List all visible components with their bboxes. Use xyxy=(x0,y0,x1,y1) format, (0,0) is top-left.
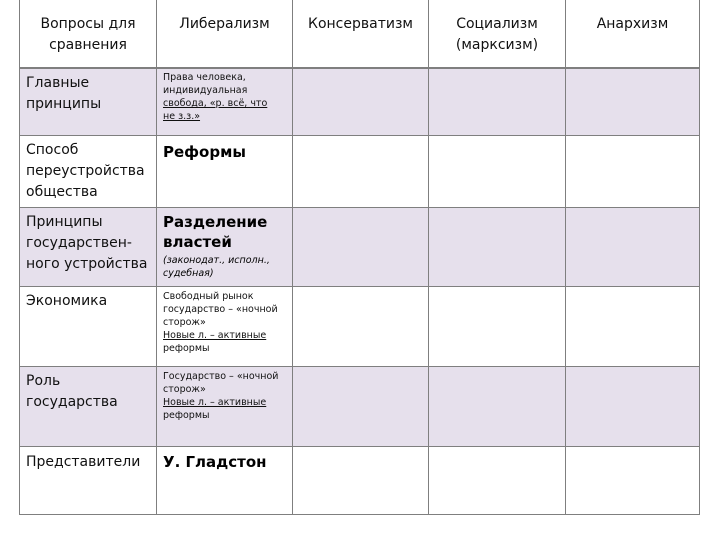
socialism-cell xyxy=(429,366,566,446)
conservatism-cell xyxy=(293,207,429,286)
socialism-cell xyxy=(429,68,566,135)
liberalism-reform-text: Реформы xyxy=(163,142,246,161)
liberalism-role-text: Государство – «ночной сторож» Новые л. – активные реформы xyxy=(163,370,279,421)
liberalism-cell xyxy=(157,135,293,207)
anarchism-cell xyxy=(566,68,700,135)
conservatism-cell xyxy=(293,286,429,366)
row-label: Главные принципы xyxy=(26,75,102,112)
liberalism-principles-text: Права человека, индивидуальная свобода, «р. всё, что не з.з.» xyxy=(163,72,268,122)
table-row-state-structure xyxy=(20,207,700,286)
row-label-cell xyxy=(20,135,157,207)
liberalism-cell xyxy=(157,446,293,514)
socialism-cell xyxy=(429,286,566,366)
row-label: Роль государства xyxy=(26,372,118,410)
comparison-table xyxy=(19,0,700,515)
liberalism-structure-text: Разделение властей xyxy=(163,212,268,251)
header-anarchism-label: Анархизм xyxy=(596,16,669,32)
table-row-main-principles xyxy=(20,68,700,135)
row-label-cell xyxy=(20,68,157,135)
socialism-cell xyxy=(429,207,566,286)
anarchism-cell xyxy=(566,446,700,514)
liberalism-cell xyxy=(157,286,293,366)
header-liberalism-label: Либерализм xyxy=(179,16,270,32)
conservatism-cell xyxy=(293,446,429,514)
row-label: Принципы государствен-ного устройства xyxy=(26,213,148,272)
conservatism-cell xyxy=(293,135,429,207)
liberalism-economy-text: Свободный рынок государство – «ночной сторож» Новые л. – активные реформы xyxy=(163,290,278,354)
socialism-cell xyxy=(429,135,566,207)
header-cell-socialism xyxy=(429,0,566,68)
row-label-cell xyxy=(20,446,157,514)
header-cell-conservatism xyxy=(293,0,429,68)
anarchism-cell xyxy=(566,286,700,366)
header-cell-questions xyxy=(20,0,157,68)
table-row-state-role xyxy=(20,366,700,446)
conservatism-cell xyxy=(293,366,429,446)
header-cell-liberalism xyxy=(157,0,293,68)
header-cell-anarchism xyxy=(566,0,700,68)
conservatism-cell xyxy=(293,68,429,135)
header-conservatism-label: Консерватизм xyxy=(308,16,413,32)
anarchism-cell xyxy=(566,366,700,446)
row-label-cell xyxy=(20,207,157,286)
liberalism-structure-note: (законодат., исполн., судебная) xyxy=(163,254,270,279)
liberalism-cell xyxy=(157,366,293,446)
liberalism-representative-text: У. Гладстон xyxy=(163,452,267,471)
row-label-cell xyxy=(20,286,157,366)
liberalism-cell xyxy=(157,68,293,135)
table-row-representatives xyxy=(20,446,700,514)
anarchism-cell xyxy=(566,135,700,207)
liberalism-cell xyxy=(157,207,293,286)
header-row xyxy=(20,0,700,68)
row-label: Представители xyxy=(26,453,141,470)
row-label: Экономика xyxy=(26,292,108,309)
anarchism-cell xyxy=(566,207,700,286)
row-label-cell xyxy=(20,366,157,446)
socialism-cell xyxy=(429,446,566,514)
header-questions-label: Вопросы для сравнения xyxy=(40,16,136,53)
row-label: Способ переустройства общества xyxy=(26,141,145,200)
table-row-reform-method xyxy=(20,135,700,207)
header-socialism-label: Социализм (марксизм) xyxy=(455,16,539,53)
table-row-economy xyxy=(20,286,700,366)
